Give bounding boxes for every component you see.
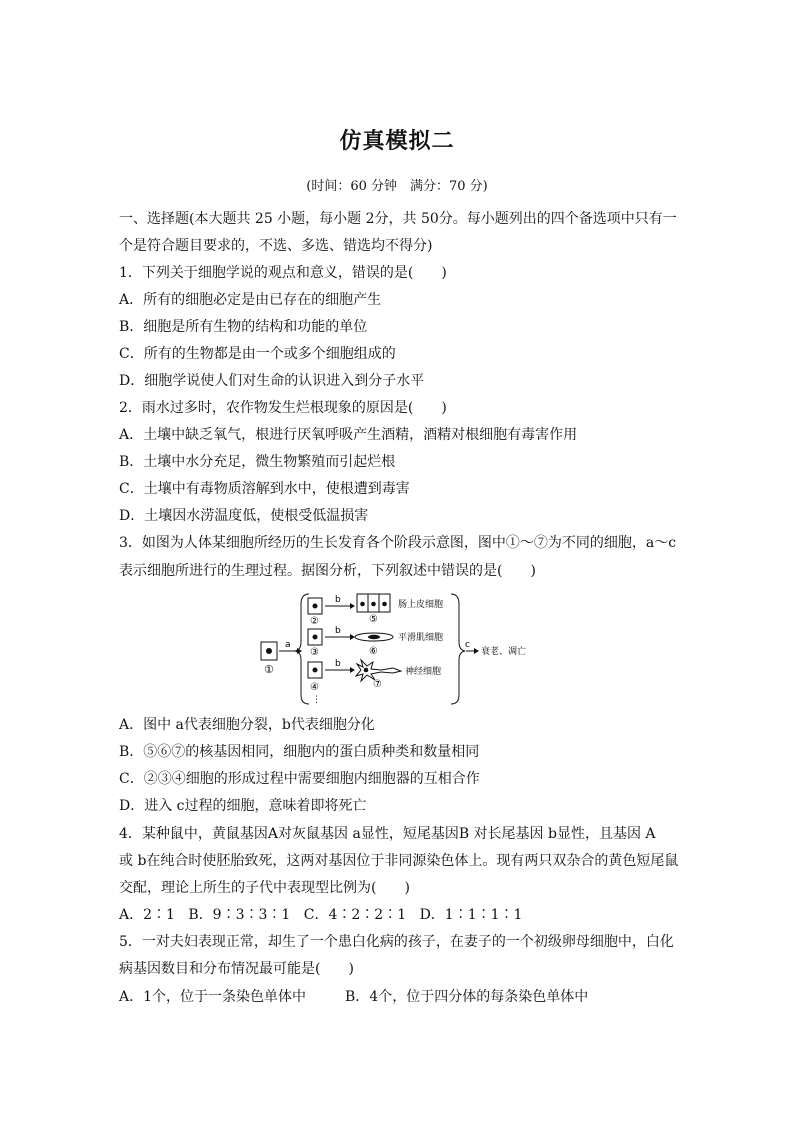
q4-option-b: B．9∶3∶3∶1	[188, 907, 291, 923]
q5-stem-line-2: 病基因数目和分布情况最可能是( )	[119, 961, 354, 977]
q2-option-c: C．土壤中有毒物质溶解到水中，使根遭到毒害	[119, 481, 410, 497]
q3-stem-line-2: 表示细胞所进行的生理过程。据图分析，下列叙述中错误的是( )	[119, 563, 536, 579]
page-title: 仿真模拟二	[339, 128, 455, 154]
section-heading-line-1: 一、选择题(本大题共 25 小题，每小题 2分，共 50分。每小题列出的四个备选项中只有一	[119, 211, 677, 227]
label-4: ④	[310, 682, 319, 693]
q1-option-b: B．细胞是所有生物的结构和功能的单位	[119, 319, 368, 335]
arrow-a-label: a	[285, 640, 291, 650]
exam-info: (时间：60 分钟 满分：70 分)	[306, 179, 488, 194]
arrow-b-1-label: b	[335, 595, 341, 605]
label-5: ⑤	[369, 614, 378, 625]
cell-3	[308, 629, 322, 645]
q3-option-c: C．②③④细胞的形成过程中需要细胞内细胞器的互相合作	[119, 771, 480, 787]
q4-option-a: A．2∶1	[119, 907, 175, 923]
q4-stem-line-1: 4．某种鼠中，黄鼠基因A对灰鼠基因 a显性，短尾基因B 对长尾基因 b显性，且基因 A	[119, 826, 656, 842]
q1-stem: 1．下列关于细胞学说的观点和意义，错误的是( )	[119, 265, 447, 281]
q2-option-d: D．土壤因水涝温度低，使根受低温损害	[119, 508, 369, 524]
arrow-c-label: c	[465, 640, 470, 650]
right-brace	[451, 594, 465, 704]
arrow-b-3-label: b	[335, 659, 341, 669]
cell-6-name: 平滑肌细胞	[398, 633, 444, 643]
q4-option-c: C．4∶2∶2∶1	[303, 907, 407, 923]
arrow-b-2-label: b	[335, 626, 341, 636]
q3-option-a: A．图中 a代表细胞分裂，b代表细胞分化	[119, 717, 375, 733]
q2-stem: 2．雨水过多时，农作物发生烂根现象的原因是( )	[119, 400, 447, 416]
smooth-muscle-cell	[355, 633, 393, 641]
dots: ⋮	[312, 695, 321, 705]
cell-5-name: 肠上皮细胞	[398, 600, 444, 610]
neuron-cell	[356, 660, 401, 681]
q3-option-b: B．⑤⑥⑦的核基因相同，细胞内的蛋白质种类和数量相同	[119, 744, 480, 760]
label-3: ③	[310, 647, 319, 658]
q3-option-d: D．进入 c过程的细胞，意味着即将死亡	[119, 798, 367, 814]
intestinal-epithelial-cells	[357, 594, 390, 612]
q4-stem-line-2: 或 b在纯合时使胚胎致死，这两对基因位于非同源染色体上。现有两只双杂合的黄色短尾鼠	[119, 853, 679, 869]
q4-options	[119, 905, 531, 925]
cell-development-diagram	[255, 592, 545, 707]
label-2: ②	[310, 616, 319, 627]
q1-option-a: A．所有的细胞必定是由已存在的细胞产生	[119, 292, 382, 308]
q5-option-b: B．4个，位于四分体的每条染色单体中	[345, 989, 589, 1005]
section-heading-line-2: 个是符合题目要求的，不选、多选、错选均不得分)	[119, 238, 433, 254]
q2-option-a: A．土壤中缺乏氧气，根进行厌氧呼吸产生酒精，酒精对根细胞有毒害作用	[119, 427, 578, 443]
cell-2	[308, 598, 322, 614]
cell-4	[308, 662, 322, 678]
cell-1	[261, 642, 277, 660]
cell-7-name: 神经细胞	[405, 667, 442, 677]
q4-option-d: D．1∶1∶1∶1	[419, 907, 523, 923]
q4-stem-line-3: 交配，理论上所生的子代中表现型比例为( )	[119, 880, 410, 896]
q3-stem-line-1: 3．如图为人体某细胞所经历的生长发育各个阶段示意图，图中①～⑦为不同的细胞，a～c	[119, 535, 677, 551]
label-6: ⑥	[369, 646, 378, 657]
q5-stem-line-1: 5．一对夫妇表现正常，却生了一个患白化病的孩子，在妻子的一个初级卵母细胞中，白化	[119, 934, 674, 950]
outcome-label: 衰老、凋亡	[481, 647, 527, 657]
q5-option-a: A．1个，位于一条染色单体中	[119, 989, 307, 1005]
q1-option-d: D．细胞学说使人们对生命的认识进入到分子水平	[119, 373, 425, 389]
label-1: ①	[264, 663, 274, 676]
label-7: ⑦	[373, 679, 382, 690]
q2-option-b: B．土壤中水分充足，微生物繁殖而引起烂根	[119, 454, 396, 470]
q1-option-c: C．所有的生物都是由一个或多个细胞组成的	[119, 346, 396, 362]
